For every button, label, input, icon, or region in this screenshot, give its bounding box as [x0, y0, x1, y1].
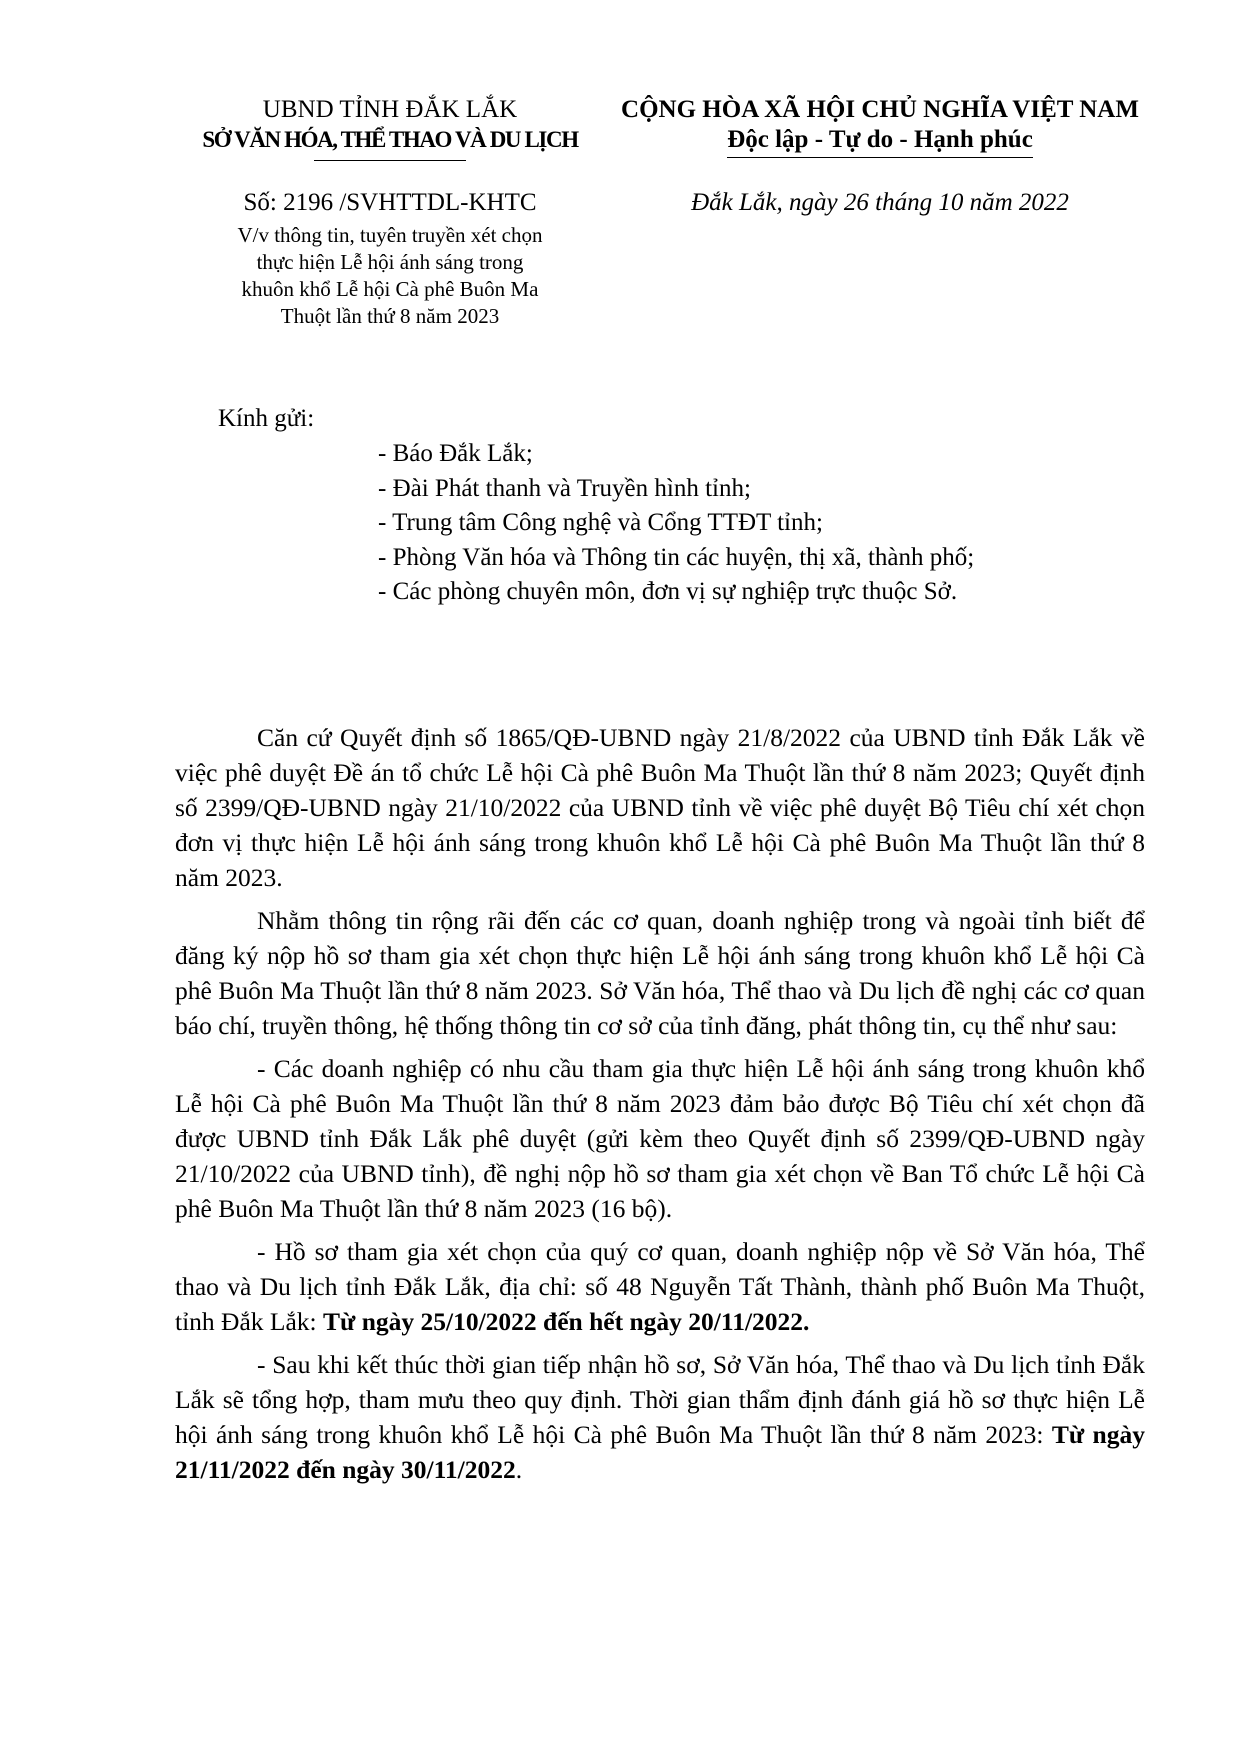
issuer-block — [170, 95, 610, 155]
republic-title: CỘNG HÒA XÃ HỘI CHỦ NGHĨA VIỆT NAM — [621, 96, 1139, 123]
subject-line: thực hiện Lễ hội ánh sáng trong — [256, 250, 524, 274]
recipient-item: - Các phòng chuyên môn, đơn vị sự nghiệp trực thuộc Sở. — [378, 578, 958, 605]
submission-text: - Hồ sơ tham gia xét chọn của quý cơ quan, doanh nghiệp nộp về Sở Văn hóa, Thể thao và Du lịch tỉnh Đắk Lắk, địa chỉ: số 48 Nguyễn Tất Thành, thành phố Buôn Ma Thuột, tỉnh Đắk Lắk: — [175, 1237, 1145, 1336]
motto: Độc lập - Tự do - Hạnh phúc — [727, 125, 1033, 158]
subject-line: V/v thông tin, tuyên truyền xét chọn — [237, 223, 543, 247]
document-number: Số: 2196 /SVHTTDL-KHTC — [243, 189, 537, 216]
recipient-item: - Trung tâm Công nghệ và Cổng TTĐT tỉnh; — [378, 509, 823, 536]
issuer-parent: UBND TỈNH ĐẮK LẮK — [262, 96, 518, 123]
document-date: Đắk Lắk, ngày 26 tháng 10 năm 2022 — [691, 189, 1069, 216]
body-paragraph-legal-basis: Căn cứ Quyết định số 1865/QĐ-UBND ngày 21/8/2022 của UBND tỉnh Đắk Lắk về việc phê duyệt Đề án tổ chức Lễ hội Cà phê Buôn Ma Thuột lần thứ 8 năm 2023; Quyết định số 2399/QĐ-UBND ngày 21/10/2022 của UBND tỉnh về việc phê duyệt Bộ Tiêu chí xét chọn đơn vị thực hiện Lễ hội ánh sáng trong khuôn khổ Lễ hội Cà phê Buôn Ma Thuột lần thứ 8 năm 2023. — [175, 723, 1145, 892]
subject-line: Thuột lần thứ 8 năm 2023 — [280, 304, 500, 328]
recipient-item: - Phòng Văn hóa và Thông tin các huyện, thị xã, thành phố; — [378, 543, 975, 571]
recipient-list — [378, 437, 974, 610]
body-paragraph-appraisal — [175, 1347, 1145, 1487]
document-body — [175, 720, 1145, 1495]
submission-deadline: Từ ngày 25/10/2022 đến hết ngày 20/11/2022. — [323, 1307, 810, 1336]
issuer-department: SỞ VĂN HÓA, THỂ THAO VÀ DU LỊCH — [202, 127, 578, 152]
recipient-item: - Đài Phát thanh và Truyền hình tỉnh; — [378, 474, 751, 502]
body-paragraph-eligibility: - Các doanh nghiệp có nhu cầu tham gia thực hiện Lễ hội ánh sáng trong khuôn khổ Lễ hội Cà phê Buôn Ma Thuột lần thứ 8 năm 2023 đảm bảo được Bộ Tiêu chí xét chọn đã được UBND tỉnh Đắk Lắk phê duyệt (gửi kèm theo Quyết định số 2399/QĐ-UBND ngày 21/10/2022 của UBND tỉnh), đề nghị nộp hồ sơ tham gia xét chọn về Ban Tổ chức Lễ hội Cà phê Buôn Ma Thuột lần thứ 8 năm 2023 (16 bộ). — [175, 1054, 1145, 1223]
body-paragraph-purpose: Nhằm thông tin rộng rãi đến các cơ quan, doanh nghiệp trong và ngoài tỉnh biết để đăng ký nộp hồ sơ tham gia xét chọn thực hiện Lễ hội ánh sáng trong khuôn khổ Lễ hội Cà phê Buôn Ma Thuột lần thứ 8 năm 2023. Sở Văn hóa, Thể thao và Du lịch đề nghị các cơ quan báo chí, truyền thông, hệ thống thông tin cơ sở của tỉnh đăng, phát thông tin, cụ thể như sau: — [175, 906, 1145, 1040]
appraisal-end: . — [515, 1455, 523, 1484]
recipient-item: - Báo Đắk Lắk; — [378, 440, 533, 467]
subject-block — [182, 222, 598, 330]
issuer-underline — [314, 160, 466, 161]
subject-line: khuôn khổ Lễ hội Cà phê Buôn Ma — [241, 277, 539, 301]
body-paragraph-submission — [175, 1234, 1145, 1339]
appraisal-text: - Sau khi kết thúc thời gian tiếp nhận hồ sơ, Sở Văn hóa, Thể thao và Du lịch tỉnh Đắk Lắk sẽ tổng hợp, tham mưu theo quy định. Thời gian thẩm định đánh giá hồ sơ thực hiện Lễ hội ánh sáng trong khuôn khổ Lễ hội Cà phê Buôn Ma Thuột lần thứ 8 năm 2023: — [175, 1350, 1145, 1449]
salutation: Kính gửi: — [218, 405, 315, 432]
appraisal-period: Từ ngày 21/11/2022 đến ngày 30/11/2022 — [175, 1420, 1145, 1484]
national-header — [610, 95, 1150, 158]
